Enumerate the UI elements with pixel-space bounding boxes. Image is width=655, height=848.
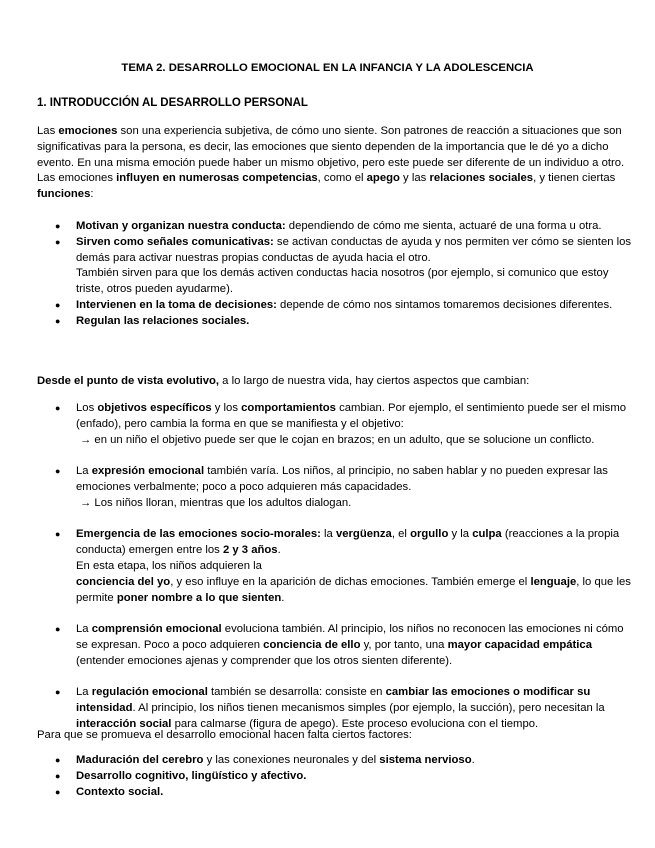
changes-list xyxy=(37,401,635,733)
text-run: para calmarse (figura de apego). Este proceso evoluciona con el tiempo. xyxy=(171,717,539,730)
intro-paragraph xyxy=(37,124,635,203)
list-item xyxy=(37,527,635,606)
text-run: También sirven para que los demás activen conductas hacia nosotros (por ejemplo, si comunico que estoy triste, otros pueden ayudarme). xyxy=(76,267,609,296)
bullet-icon: ● xyxy=(55,315,61,326)
list-item xyxy=(37,314,635,330)
text-run: La xyxy=(76,623,92,636)
text-run: emociones xyxy=(58,125,118,137)
list-item xyxy=(37,753,635,769)
text-run: funciones xyxy=(37,188,91,201)
list-item xyxy=(37,401,635,448)
text-run: orgullo xyxy=(410,528,449,541)
text-run: vergüenza xyxy=(335,528,392,541)
text-run: también se desarrolla: consiste en xyxy=(207,686,386,699)
factors-list xyxy=(37,753,635,800)
list-item xyxy=(37,785,635,801)
text-run: expresión emocional xyxy=(91,465,205,478)
text-run: Motivan y organizan nuestra conducta: xyxy=(76,220,286,232)
text-run: comportamientos xyxy=(241,402,336,414)
evolutivo-paragraph xyxy=(37,374,635,390)
bullet-icon: ● xyxy=(55,786,61,797)
text-run: objetivos específicos xyxy=(97,402,212,414)
bullet-icon: ● xyxy=(55,687,61,698)
text-run: y los xyxy=(211,402,242,414)
text-run: también varía. Los niños, al principio, no saben hablar y no pueden expresar las emociones verbalmente; poco a poco adquieren más capacidades. xyxy=(76,465,608,493)
text-run: . xyxy=(277,544,281,557)
text-run: y, por tanto, una xyxy=(360,638,448,651)
text-run: relaciones sociales xyxy=(429,172,534,185)
text-run: son una experiencia subjetiva, de cómo uno siente. Son patrones de reacción a situaciones que son significativas para la persona, es decir, las emociones que siento dependen de la importancia que le dé yo a dicho evento. En una misma emoción puede haber un mismo objetivo, pero este puede ser diferente de un individuo a otro. Las emociones xyxy=(37,125,625,185)
text-run: influyen en numerosas competencias xyxy=(116,172,318,185)
text-run: evoluciona también. Al principio, los niños no reconocen las emociones ni cómo se expresan. Poco a poco adquieren xyxy=(76,623,624,651)
text-run: 2 y 3 años xyxy=(222,544,278,557)
bullet-icon: ● xyxy=(55,403,61,413)
section-heading: 1. INTRODUCCIÓN AL DESARROLLO PERSONAL xyxy=(37,97,308,109)
text-run: a lo largo de nuestra vida, hay ciertos aspectos que cambian: xyxy=(219,375,530,387)
text-run: Sirven como señales comunicativas: xyxy=(76,235,274,248)
text-run: La xyxy=(76,686,92,699)
text-run: . Al principio, los niños tienen mecanismos simples (por ejemplo, la succión), pero necesitan la xyxy=(132,702,605,715)
text-run: lenguaje xyxy=(530,575,577,588)
text-run: Maduración del cerebro xyxy=(76,754,204,766)
text-run: . xyxy=(281,591,285,604)
text-run: cambian. Por ejemplo, el sentimiento puede ser el mismo (enfado), pero cambia la forma en que se manifiesta y el objetivo: xyxy=(76,402,627,430)
text-run: cambiar las emociones o modificar su intensidad xyxy=(76,686,591,715)
bullet-icon: ● xyxy=(55,466,61,477)
text-run: La xyxy=(76,465,92,478)
list-item xyxy=(37,235,635,298)
bullet-icon: ● xyxy=(55,770,61,781)
text-run: sistema nervioso xyxy=(379,754,472,766)
list-item xyxy=(37,464,635,511)
text-run: interacción social xyxy=(76,717,172,730)
bullet-icon: ● xyxy=(55,221,61,231)
text-run: → en un niño el objetivo puede ser que le cojan en brazos; en un adulto, que se solucione un conflicto. xyxy=(80,433,595,446)
text-run: mayor capacidad empática xyxy=(447,638,592,651)
text-run: Las xyxy=(37,125,59,137)
text-run: apego xyxy=(366,172,400,185)
text-run: Desarrollo cognitivo, lingüístico y afectivo. xyxy=(76,769,307,782)
text-run: , y tienen ciertas xyxy=(533,172,616,185)
text-run: la xyxy=(320,528,336,541)
text-run: , y eso influye en la aparición de dichas emociones. También emerge el xyxy=(170,575,531,588)
text-run: conciencia del yo xyxy=(76,575,171,588)
text-run: (entender emociones ajenas y comprender que los otros sienten diferente). xyxy=(76,654,453,667)
text-run: y las conexiones neuronales y del xyxy=(203,754,380,766)
text-run: culpa xyxy=(472,528,502,541)
text-run: Emergencia de las emociones socio-morales: xyxy=(76,528,321,541)
text-run: → Los niños lloran, mientras que los adultos dialogan. xyxy=(80,496,352,509)
bullet-icon: ● xyxy=(55,236,61,247)
text-run: y las xyxy=(399,172,430,185)
text-run: , el xyxy=(391,528,411,541)
text-run: dependiendo de cómo me sienta, actuaré de una forma u otra. xyxy=(285,220,602,232)
bullet-icon: ● xyxy=(55,755,61,765)
text-run: poner nombre a lo que sienten xyxy=(116,591,282,604)
text-run: y la xyxy=(448,528,473,541)
list-item xyxy=(37,219,635,235)
text-run: conciencia de ello xyxy=(263,638,361,651)
text-run: : xyxy=(90,188,94,201)
bullet-icon: ● xyxy=(55,624,61,635)
factors-intro: Para que se promueva el desarrollo emocional hacen falta ciertos factores: xyxy=(37,729,412,741)
text-run: (reacciones a la propia conducta) emergen entre los xyxy=(76,528,620,557)
text-run: se activan conductas de ayuda y nos permiten ver cómo se sienten los demás para activar nuestras propias conductas de ayuda hacia el otro. xyxy=(76,235,632,264)
text-run: Regulan las relaciones sociales. xyxy=(76,314,250,327)
text-run: . xyxy=(471,754,475,766)
list-item xyxy=(37,685,635,732)
text-run: , como el xyxy=(317,172,367,185)
list-item xyxy=(37,622,635,669)
list-item xyxy=(37,298,635,314)
text-run: Los xyxy=(76,402,98,414)
bullet-icon: ● xyxy=(55,529,61,540)
text-run: En esta etapa, los niños adquieren la xyxy=(76,559,262,572)
text-run: regulación emocional xyxy=(91,686,208,699)
text-run: Intervienen en la toma de decisiones: xyxy=(76,298,277,311)
text-run: depende de cómo nos sintamos tomaremos decisiones diferentes. xyxy=(276,298,613,311)
bullet-icon: ● xyxy=(55,299,61,310)
text-run: Contexto social. xyxy=(76,785,164,798)
text-run: , lo que les permite xyxy=(76,575,631,604)
text-run: comprensión emocional xyxy=(91,623,222,636)
document-title: TEMA 2. DESARROLLO EMOCIONAL EN LA INFANCIA Y LA ADOLESCENCIA xyxy=(121,62,534,74)
functions-list xyxy=(37,219,635,330)
text-run: Desde el punto de vista evolutivo, xyxy=(37,375,220,387)
list-item xyxy=(37,769,635,785)
